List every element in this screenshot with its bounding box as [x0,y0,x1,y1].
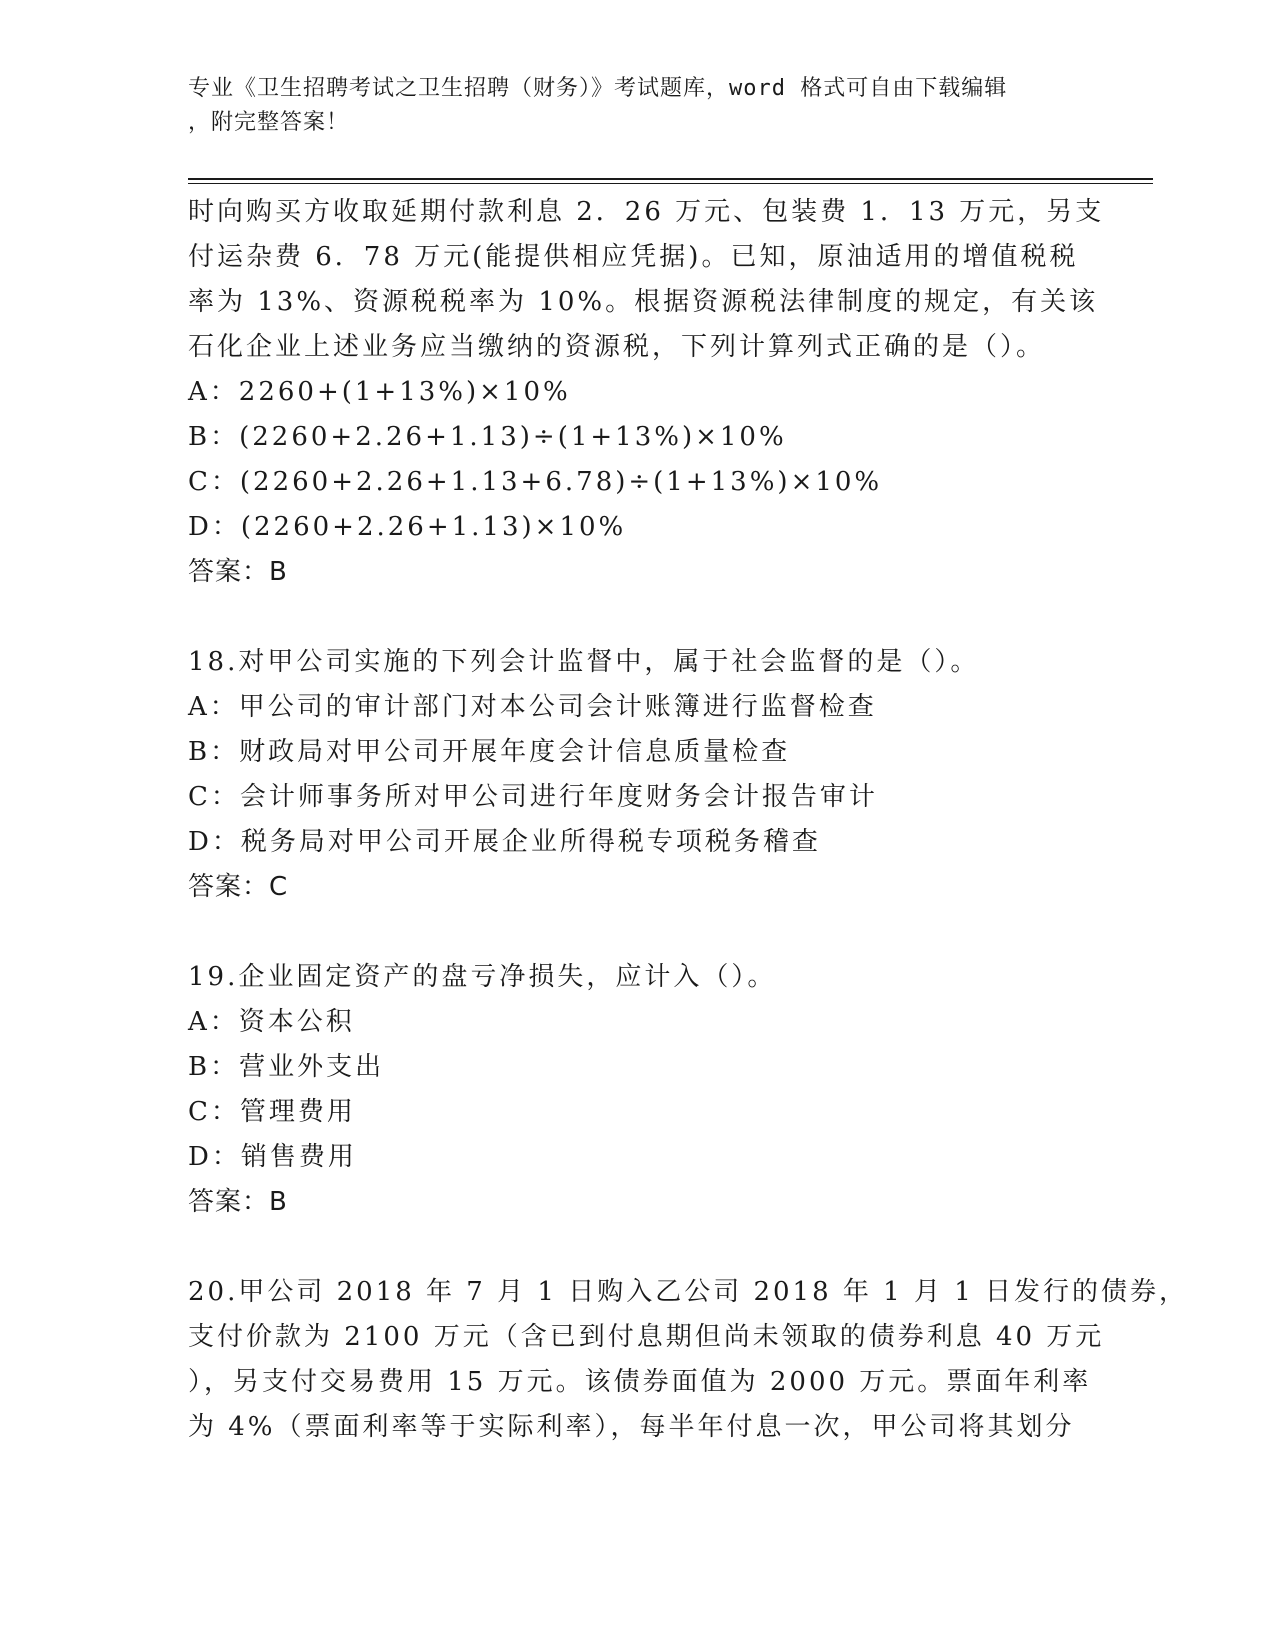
header-line-1: 专业《卫生招聘考试之卫生招聘（财务）》考试题库，word 格式可自由下载编辑 [188,76,1008,101]
option-b: B：营业外支出 [188,1052,385,1082]
question-stem-line: 为 4%（票面利率等于实际利率），每半年付息一次，甲公司将其划分 [188,1412,1075,1442]
option-a: A：2260+(1+13%)×10% [188,377,571,407]
question-stem-line: ），另支付交易费用 15 万元。该债券面值为 2000 万元。票面年利率 [188,1367,1092,1397]
question-content [188,190,1189,1450]
option-d: D：销售费用 [188,1142,357,1172]
question-17 [188,190,1105,595]
option-b: B：财政局对甲公司开展年度会计信息质量检查 [188,737,791,767]
question-stem: 19.企业固定资产的盘亏净损失，应计入（）。 [188,962,777,992]
answer-label: 答案：C [188,872,289,902]
answer-label: 答案：B [188,1187,288,1217]
question-stem-line: 率为 13%、资源税税率为 10%。根据资源税法律制度的规定，有关该 [188,287,1099,317]
question-19 [188,955,1088,1225]
header-divider-thick [188,178,1153,180]
option-c: C：管理费用 [188,1097,356,1127]
question-stem-line: 时向购买方收取延期付款利息 2．26 万元、包装费 1．13 万元，另支 [188,197,1105,227]
spacer [188,910,1088,955]
option-d: D：(2260+2.26+1.13)×10% [188,512,627,542]
question-stem-line: 20.甲公司 2018 年 7 月 1 日购入乙公司 2018 年 1 月 1 日发行的债券， [188,1277,1189,1307]
document-header [188,72,1068,140]
option-c: C：(2260+2.26+1.13+6.78)÷(1+13%)×10% [188,467,883,497]
header-divider-thin [188,183,1153,184]
question-stem-line: 石化企业上述业务应当缴纳的资源税，下列计算列式正确的是（）。 [188,332,1046,362]
question-20 [188,1270,1189,1450]
option-c: C：会计师事务所对甲公司进行年度财务会计报告审计 [188,782,878,812]
question-stem: 18.对甲公司实施的下列会计监督中，属于社会监督的是（）。 [188,647,980,677]
question-stem-line: 付运杂费 6．78 万元(能提供相应凭据)。已知，原油适用的增值税税 [188,242,1079,272]
option-a: A：甲公司的审计部门对本公司会计账簿进行监督检查 [188,692,877,722]
option-d: D：税务局对甲公司开展企业所得税专项税务稽查 [188,827,821,857]
spacer [188,595,1088,640]
question-18 [188,640,1088,910]
header-line-2: ，附完整答案！ [188,110,350,135]
option-b: B：(2260+2.26+1.13)÷(1+13%)×10% [188,422,787,452]
spacer [188,1225,1088,1270]
question-stem-line: 支付价款为 2100 万元（含已到付息期但尚未领取的债券利息 40 万元 [188,1322,1105,1352]
option-a: A：资本公积 [188,1007,355,1037]
answer-label: 答案：B [188,557,288,587]
